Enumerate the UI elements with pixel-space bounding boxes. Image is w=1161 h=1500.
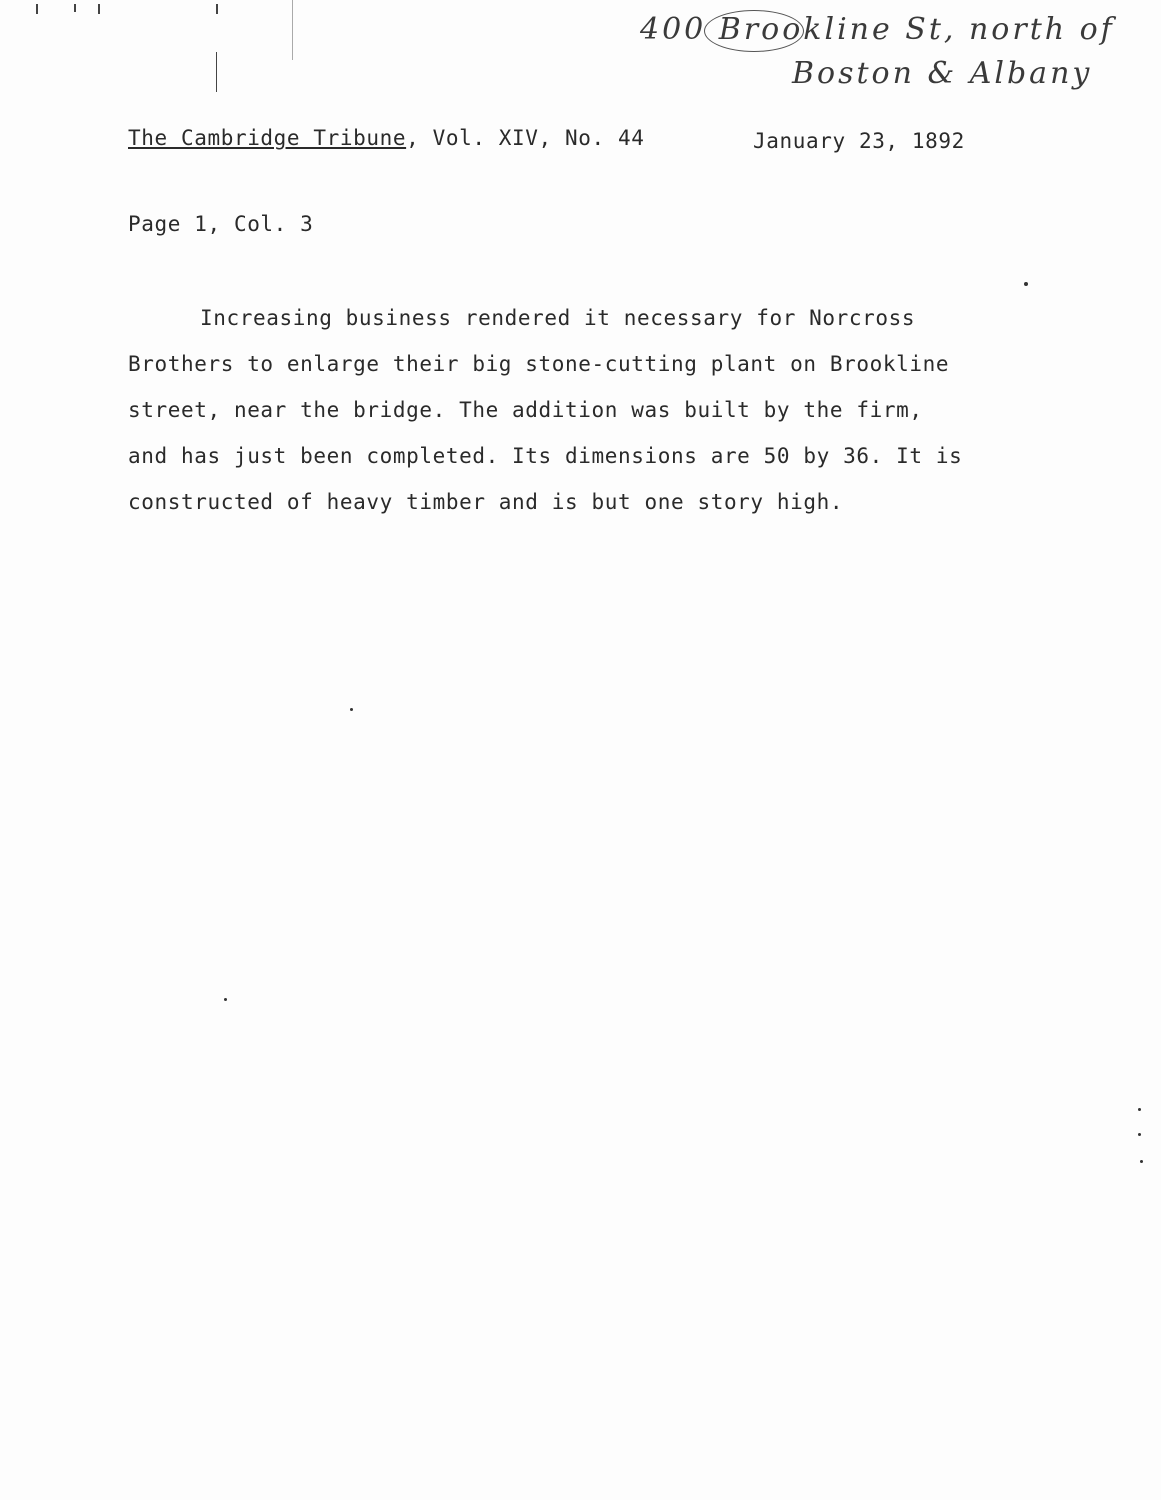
page-reference: Page 1, Col. 3 xyxy=(128,212,314,236)
volume-info: , Vol. XIV, No. 44 xyxy=(406,126,645,150)
scan-mark xyxy=(216,52,217,92)
publication-title: The Cambridge Tribune xyxy=(128,126,407,150)
scan-speck xyxy=(1140,1160,1143,1163)
scan-mark xyxy=(292,0,293,60)
scan-speck xyxy=(350,708,353,711)
scan-mark xyxy=(216,4,218,14)
article-line: Increasing business rendered it necessary for Norcross xyxy=(200,306,916,330)
scan-mark xyxy=(98,4,100,14)
article-line: street, near the bridge. The addition was built by the firm, xyxy=(128,398,923,422)
scan-speck xyxy=(224,998,227,1001)
scan-speck xyxy=(1138,1133,1141,1136)
article-text xyxy=(128,306,1088,536)
scan-mark xyxy=(74,4,76,12)
handwritten-note-line-1: 400 Brookline St, north of xyxy=(640,12,1115,47)
scan-speck xyxy=(1024,282,1028,286)
handwritten-note-line-2: Boston & Albany xyxy=(792,56,1093,91)
article-line: and has just been completed. Its dimensions are 50 by 36. It is xyxy=(128,444,963,468)
scan-speck xyxy=(1138,1108,1141,1111)
article-line: Brothers to enlarge their big stone-cutting plant on Brookline xyxy=(128,352,950,376)
scan-mark xyxy=(36,4,38,14)
article-line: constructed of heavy timber and is but one story high. xyxy=(128,490,844,514)
citation-header xyxy=(128,126,645,150)
publication-date: January 23, 1892 xyxy=(753,129,965,153)
